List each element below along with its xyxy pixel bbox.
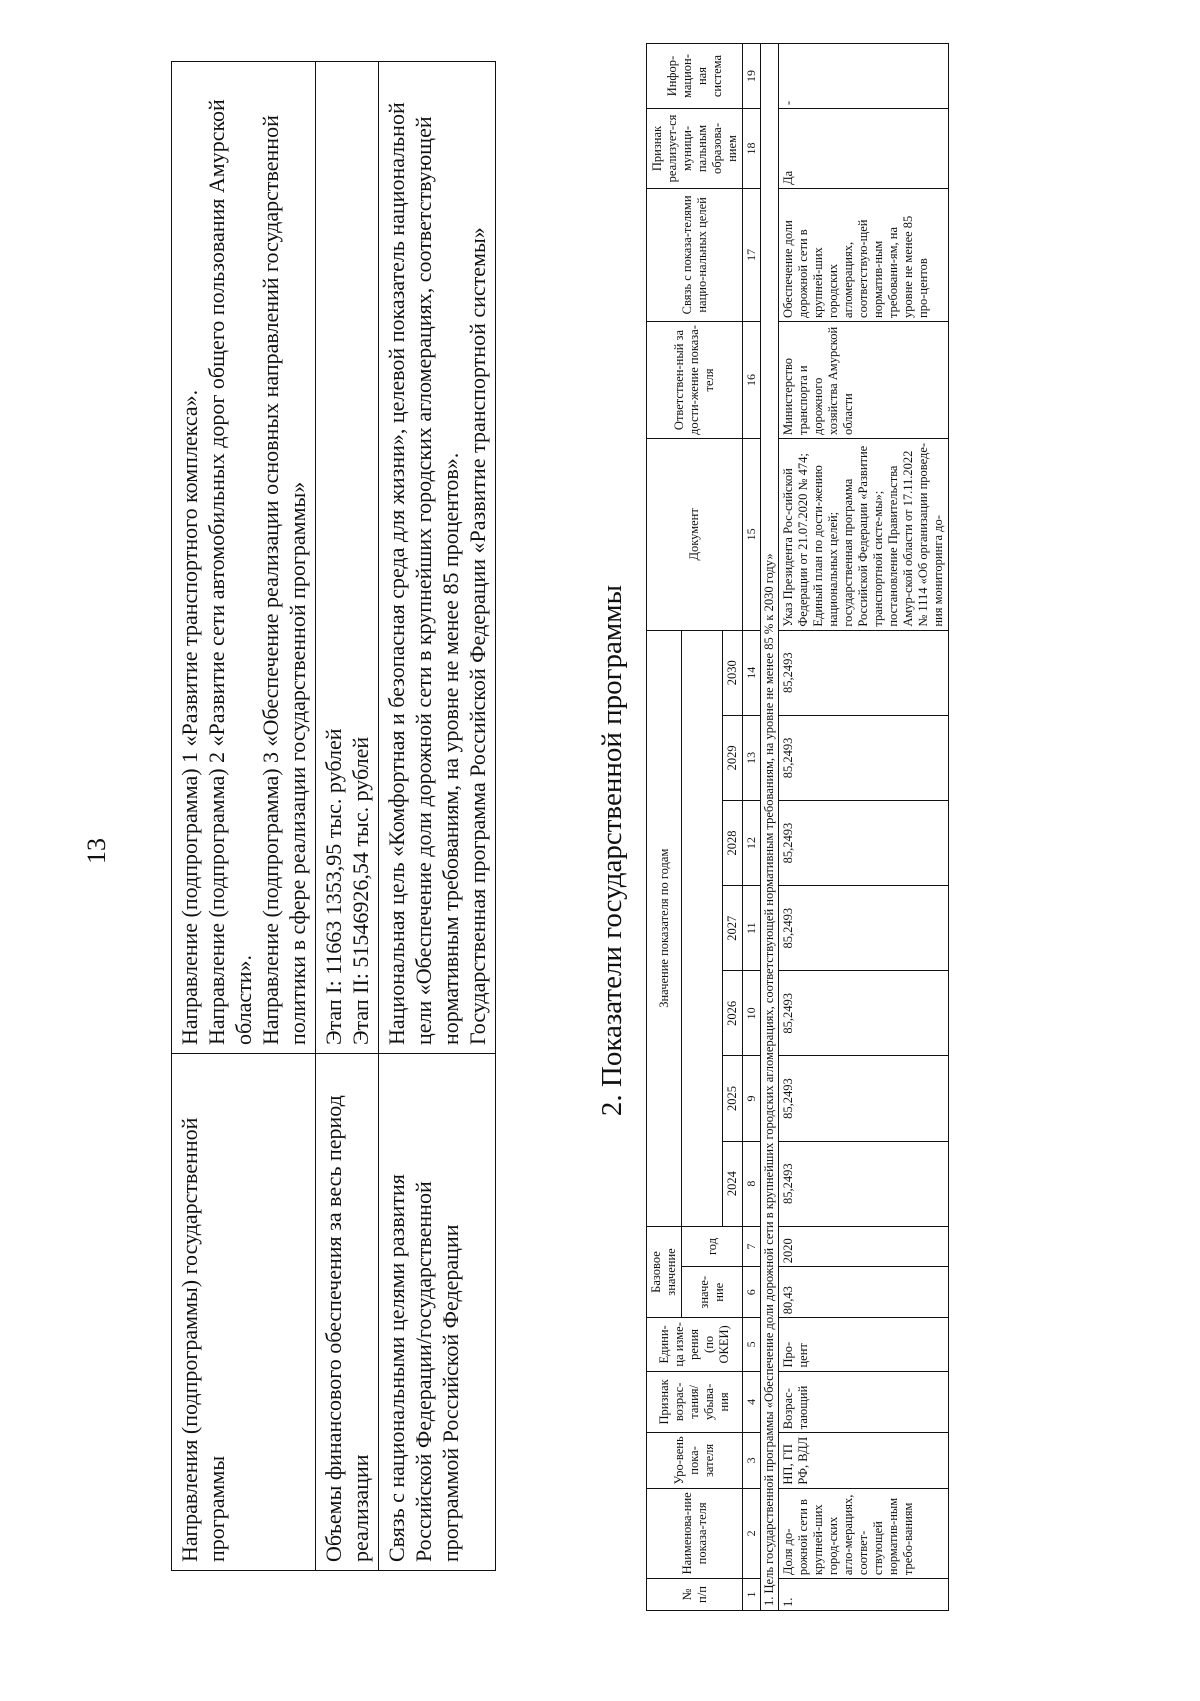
column-numbers-row — [743, 44, 761, 1611]
header-info-system: Инфор-мацион-ная система — [647, 44, 743, 109]
row-base-value: 80,43 — [779, 1267, 949, 1318]
indicators-table — [646, 43, 949, 1611]
passport-label: Направления (подпрограммы) государственной программы — [172, 1054, 316, 1571]
header-num: № п/п — [647, 1579, 743, 1611]
row-trend: Возрас-тающий — [779, 1371, 949, 1433]
page-number: 13 — [82, 838, 111, 864]
header-base-value: значе-ние — [682, 1267, 743, 1318]
header-row — [647, 44, 682, 1611]
passport-line: Государственная программа Российской Федерации «Развитие транспортной системы» — [465, 227, 490, 1045]
column-number: 15 — [743, 439, 761, 631]
header-values-by-year: Значение показателя по годам — [647, 630, 682, 1226]
passport-value — [172, 62, 316, 1054]
column-number: 9 — [743, 1056, 761, 1141]
column-number: 7 — [743, 1226, 761, 1266]
passport-table — [171, 61, 496, 1571]
header-year: 2027 — [723, 886, 743, 971]
column-number: 1 — [743, 1579, 761, 1611]
header-year: 2030 — [723, 630, 743, 715]
header-year: 2024 — [723, 1141, 743, 1226]
passport-line: Национальная цель «Комфортная и безопасная среда для жизни», целевой показатель национальной цели «Обеспечение доли дорожной сети в крупнейших городских агломерациях, соответствующей нормативным требованиям, на уровне не менее 85 процентов». — [384, 102, 463, 1045]
header-responsible: Ответствен-ный за дости-жение показа-теля — [647, 321, 743, 438]
row-value-2026: 85,2493 — [779, 971, 949, 1056]
column-number: 14 — [743, 630, 761, 715]
passport-line: Этап I: 11663 1353,95 тыс. рублей — [321, 728, 346, 1045]
column-number: 17 — [743, 188, 761, 321]
row-responsible: Министерство транспорта и дорожного хозяйства Амурской области — [779, 321, 949, 438]
passport-value — [316, 62, 379, 1054]
passport-row-national-goals — [379, 62, 496, 1571]
passport-label: Связь с национальными целями развития Российской Федерации/государственной программой Российской Федерации — [379, 1054, 496, 1571]
header-spacer — [682, 630, 723, 1226]
passport-line: Этап II: 51546926,54 тыс. рублей — [348, 736, 373, 1045]
row-value-2030: 85,2493 — [779, 630, 949, 715]
header-year: 2028 — [723, 800, 743, 885]
header-base-year: год — [682, 1226, 743, 1266]
column-number: 5 — [743, 1318, 761, 1371]
row-info-system: - — [779, 44, 949, 109]
column-number: 18 — [743, 109, 761, 189]
row-base-year: 2020 — [779, 1226, 949, 1266]
row-unit: Про-цент — [779, 1318, 949, 1371]
column-number: 13 — [743, 715, 761, 800]
header-level: Уро-вень пока-зателя — [647, 1433, 743, 1488]
column-number: 12 — [743, 800, 761, 885]
column-number: 2 — [743, 1488, 761, 1578]
passport-line: Направление (подпрограмма) 1 «Развитие транспортного комплекса». — [177, 389, 202, 1045]
column-number: 4 — [743, 1371, 761, 1433]
row-value-2025: 85,2493 — [779, 1056, 949, 1141]
header-year: 2029 — [723, 715, 743, 800]
row-municipal: Да — [779, 109, 949, 189]
passport-row-funding — [316, 62, 379, 1571]
passport-label: Объемы финансового обеспечения за весь период реализации — [316, 1054, 379, 1571]
header-year: 2025 — [723, 1056, 743, 1141]
header-national-link: Связь с показа-телями нацио-нальных целей — [647, 188, 743, 321]
row-value-2028: 85,2493 — [779, 800, 949, 885]
column-number: 10 — [743, 971, 761, 1056]
goal-text: 1. Цель государственной программы «Обеспечение доли дорожной сети в крупнейших городских агломерациях, соответствующей нормативным требованиям, на уровне не менее 85 % к 2030 году» — [761, 44, 779, 1611]
passport-line: Направление (подпрограмма) 3 «Обеспечение реализации основных направлений государственной политики в сфере реализации государственной программы» — [258, 115, 310, 1045]
column-number: 3 — [743, 1433, 761, 1488]
row-document: Указ Президента Рос-сийской Федерации от 21.07.2020 № 474; Единый план по дости-жению национальных целей; государственная программа Российской Федерации «Развитие транспортной систе-мы»; постановление Правительства Амур-ской области от 17.11.2022 № 1114 «Об организации проведе-ния мониторинга до- — [779, 439, 949, 631]
header-municipal: Признак реализует-ся муници-пальным образова-нием — [647, 109, 743, 189]
column-number: 19 — [743, 44, 761, 109]
passport-row-directions — [172, 62, 316, 1571]
passport-line: Направление (подпрограмма) 2 «Развитие сети автомобильных дорог общего пользования Амурской области». — [204, 99, 256, 1045]
column-number: 16 — [743, 321, 761, 438]
header-name: Наименова-ние показа-теля — [647, 1488, 743, 1578]
section-title: 2. Показатели государственной программы — [596, 584, 628, 1117]
passport-value — [379, 62, 496, 1054]
table-row — [779, 44, 949, 1611]
header-year: 2026 — [723, 971, 743, 1056]
row-value-2024: 85,2493 — [779, 1141, 949, 1226]
column-number: 6 — [743, 1267, 761, 1318]
header-trend: Признак возрас-тания/ убыва-ния — [647, 1371, 743, 1433]
goal-row — [761, 44, 779, 1611]
header-document: Документ — [647, 439, 743, 631]
row-num: 1. — [779, 1579, 949, 1611]
row-value-2029: 85,2493 — [779, 715, 949, 800]
header-base: Базовое значение — [647, 1226, 682, 1318]
row-level: НП, ГП РФ, ВДЛ — [779, 1433, 949, 1488]
row-national-link: Обеспечение доли дорожной сети в крупней-ших городских агломерациях, соответствую-щей норматив-ным требовани-ям, на уровне не менее 85 про-центов — [779, 188, 949, 321]
column-number: 11 — [743, 886, 761, 971]
row-name: Доля до-рожной сети в крупней-ших город-ских агло-мерациях, соответ-ствующей норматив-ным требо-ваниям — [779, 1488, 949, 1578]
column-number: 8 — [743, 1141, 761, 1226]
row-value-2027: 85,2493 — [779, 886, 949, 971]
header-unit: Едини-ца изме-рения (по ОКЕИ) — [647, 1318, 743, 1371]
